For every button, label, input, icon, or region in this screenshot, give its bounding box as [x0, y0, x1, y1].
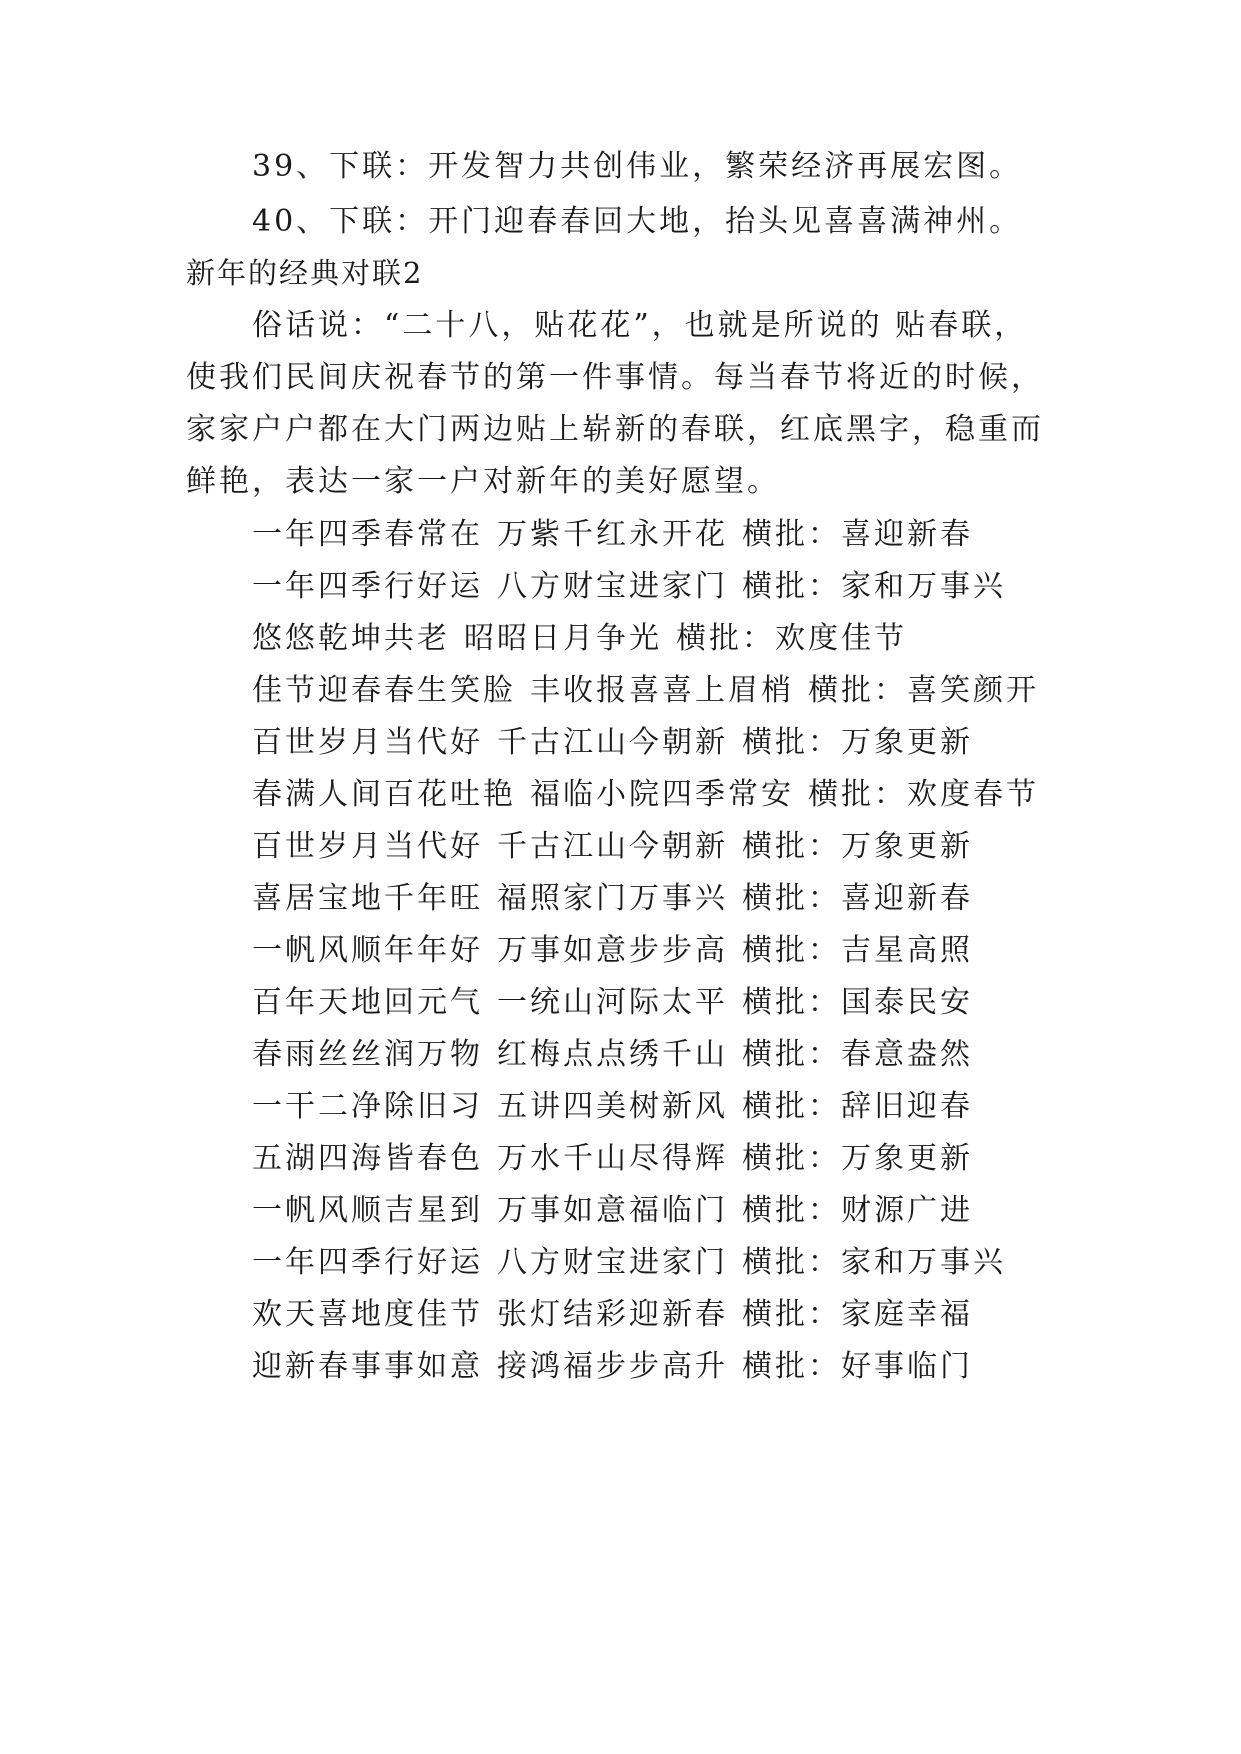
upper-line: 百世岁月当代好 — [252, 829, 483, 864]
couplet-line — [252, 983, 973, 1023]
couplet-line — [252, 723, 973, 763]
upper-line: 春雨丝丝润万物 — [252, 1037, 483, 1072]
upper-line: 一帆风顺吉星到 — [252, 1193, 483, 1228]
intro-paragraph-line-3: 家家户户都在大门两边贴上崭新的春联，红底黑字，稳重而 — [186, 412, 1044, 447]
lower-line: 万事如意步步高 — [497, 933, 728, 968]
horizontal-scroll: 横批：财源广进 — [742, 1193, 973, 1228]
section-title: 新年的经典对联2 — [186, 256, 424, 290]
couplet-line — [252, 879, 973, 919]
couplet-line — [252, 1035, 973, 1075]
lower-line: 昭昭日月争光 — [464, 621, 662, 656]
horizontal-scroll: 横批：万象更新 — [742, 829, 973, 864]
upper-line: 欢天喜地度佳节 — [252, 1297, 483, 1332]
couplet-line — [252, 1191, 973, 1231]
horizontal-scroll: 横批：好事临门 — [742, 1349, 973, 1384]
horizontal-scroll: 横批：家和万事兴 — [742, 1245, 1006, 1280]
lower-line: 福照家门万事兴 — [497, 881, 728, 916]
couplet-line — [252, 1139, 973, 1179]
couplet-line — [252, 619, 907, 659]
upper-line: 百年天地回元气 — [252, 985, 483, 1020]
upper-line: 一帆风顺年年好 — [252, 933, 483, 968]
couplet-line — [252, 931, 973, 971]
horizontal-scroll: 横批：喜迎新春 — [742, 881, 973, 916]
lower-line: 一统山河际太平 — [497, 985, 728, 1020]
couplet-line — [252, 1347, 973, 1387]
intro-paragraph-line-2: 使我们民间庆祝春节的第一件事情。每当春节将近的时候， — [186, 360, 1044, 395]
lower-line: 万事如意福临门 — [497, 1193, 728, 1228]
upper-line: 一年四季春常在 — [252, 517, 483, 552]
horizontal-scroll: 横批：万象更新 — [742, 1141, 973, 1176]
lower-line: 八方财宝进家门 — [497, 1245, 728, 1280]
numbered-line-40: 40、下联：开门迎春春回大地，抬头见喜喜满神州。 — [252, 204, 1023, 239]
upper-line: 佳节迎春春生笑脸 — [252, 673, 516, 708]
horizontal-scroll: 横批：喜迎新春 — [742, 517, 973, 552]
upper-line: 悠悠乾坤共老 — [252, 621, 450, 656]
horizontal-scroll: 横批：家和万事兴 — [742, 569, 1006, 604]
couplet-line — [252, 775, 1039, 815]
lower-line: 万水千山尽得辉 — [497, 1141, 728, 1176]
couplet-line — [252, 671, 1039, 711]
horizontal-scroll: 横批：万象更新 — [742, 725, 973, 760]
lower-line: 千古江山今朝新 — [497, 829, 728, 864]
lower-line: 千古江山今朝新 — [497, 725, 728, 760]
lower-line: 张灯结彩迎新春 — [497, 1297, 728, 1332]
couplet-line — [252, 1295, 973, 1335]
intro-paragraph-line-1: 俗话说：“二十八，贴花花”，也就是所说的 贴春联， — [252, 308, 1028, 343]
upper-line: 春满人间百花吐艳 — [252, 777, 516, 812]
couplet-line — [252, 567, 1006, 607]
lower-line: 红梅点点绣千山 — [497, 1037, 728, 1072]
horizontal-scroll: 横批：欢度春节 — [808, 777, 1039, 812]
upper-line: 喜居宝地千年旺 — [252, 881, 483, 916]
horizontal-scroll: 横批：国泰民安 — [742, 985, 973, 1020]
couplet-line — [252, 515, 973, 555]
upper-line: 百世岁月当代好 — [252, 725, 483, 760]
lower-line: 五讲四美树新风 — [497, 1089, 728, 1124]
numbered-line-39: 39、下联：开发智力共创伟业，繁荣经济再展宏图。 — [252, 149, 1023, 184]
horizontal-scroll: 横批：春意盎然 — [742, 1037, 973, 1072]
horizontal-scroll: 横批：吉星高照 — [742, 933, 973, 968]
horizontal-scroll: 横批：欢度佳节 — [676, 621, 907, 656]
intro-paragraph-line-4: 鲜艳，表达一家一户对新年的美好愿望。 — [186, 464, 780, 499]
horizontal-scroll: 横批：家庭幸福 — [742, 1297, 973, 1332]
couplet-line — [252, 827, 973, 867]
upper-line: 五湖四海皆春色 — [252, 1141, 483, 1176]
horizontal-scroll: 横批：喜笑颜开 — [808, 673, 1039, 708]
upper-line: 一年四季行好运 — [252, 569, 483, 604]
couplet-line — [252, 1243, 1006, 1283]
lower-line: 万紫千红永开花 — [497, 517, 728, 552]
lower-line: 丰收报喜喜上眉梢 — [530, 673, 794, 708]
couplet-line — [252, 1087, 973, 1127]
upper-line: 一年四季行好运 — [252, 1245, 483, 1280]
lower-line: 福临小院四季常安 — [530, 777, 794, 812]
upper-line: 迎新春事事如意 — [252, 1349, 483, 1384]
upper-line: 一干二净除旧习 — [252, 1089, 483, 1124]
horizontal-scroll: 横批：辞旧迎春 — [742, 1089, 973, 1124]
lower-line: 接鸿福步步高升 — [497, 1349, 728, 1384]
lower-line: 八方财宝进家门 — [497, 569, 728, 604]
